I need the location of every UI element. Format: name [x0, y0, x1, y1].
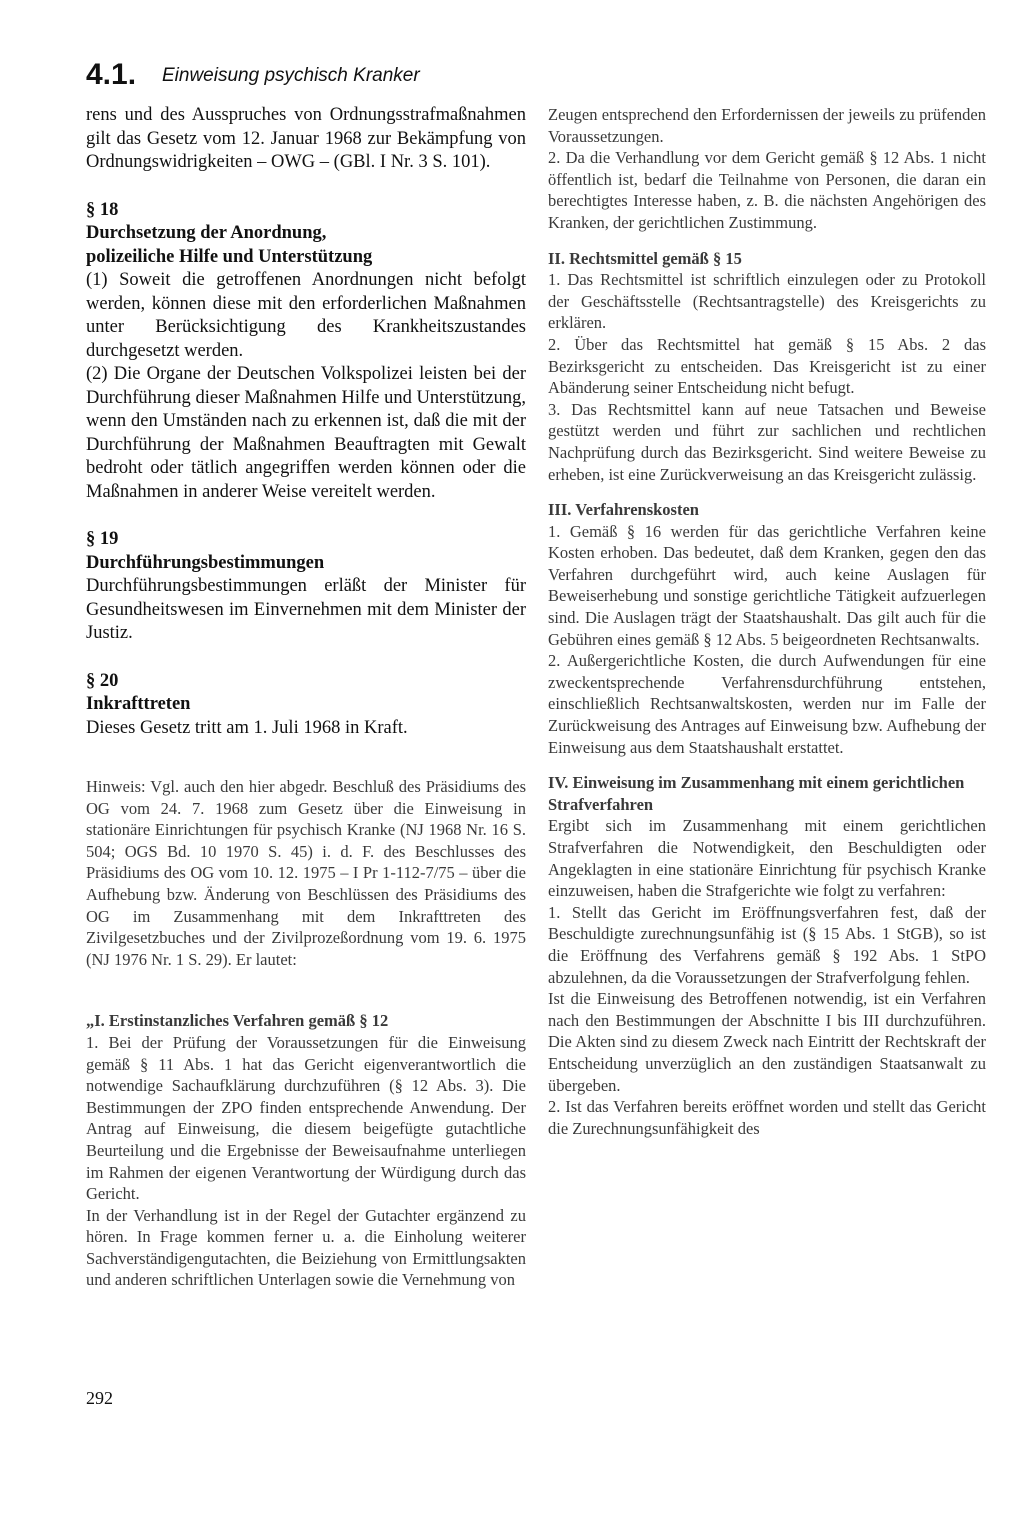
page-number: 292 — [86, 1388, 113, 1408]
section-iv — [548, 772, 986, 1139]
section-iv-paragraph-1b: Ist die Einweisung des Betroffenen notwendig, ist ein Verfahren nach den Bestimmungen der Abschnitte I bis III durchzuführen. Die Akten sind zu diesem Zweck nach Eintritt der Rechtskraft der Entscheidung unverzüglich an den zuständigen Staatsanwalt zu übergeben. — [548, 989, 986, 1095]
intro-block — [86, 104, 526, 175]
section-iv-paragraph-2: 2. Ist das Verfahren bereits eröffnet worden und stellt das Gericht die Zurechnungsunfähigkeit des — [548, 1097, 986, 1138]
section-20-number: § 20 — [86, 670, 119, 691]
section-iii-paragraph-1: 1. Gemäß § 16 werden für das gerichtliche Verfahren keine Kosten erhoben. Das bedeutet, daß dem Kranken, gegen den das Verfahren durchgeführt wird, auch keine Auslagen für Beweiserhebung und sonstige gerichtliche Tätigkeit aufzuerlegen sind. Die Auslagen trägt der Staatshaushalt. Das gilt auch für die Gebühren eines gemäß § 12 Abs. 5 beigeordneten Rechtsanwalts. — [548, 521, 986, 649]
continuation-paragraph: Zeugen entsprechend den Erfordernissen der jeweils zu prüfenden Voraussetzungen. — [548, 105, 986, 146]
section-18-title-2: polizeiliche Hilfe und Unterstützung — [86, 246, 373, 267]
chapter-title: Einweisung psychisch Kranker — [162, 65, 420, 86]
hinweis-paragraph: Hinweis: Vgl. auch den hier abgedr. Beschluß des Präsidiums des OG vom 24. 7. 1968 zum Gesetz über die Einweisung in stationäre Einrichtungen für psychisch Kranke (NJ 1968 Nr. 16 S. 504; OGS Bd. 10 1970 S. 45) i. d. F. des Beschlusses des Präsidiums des OG vom 10. 12. 1975 – I Pr 1-112-7/75 – über die Aufhebung bzw. Änderung von Beschlüssen des Präsidiums des OG im Zusammenhang mit dem Inkrafttreten des Zivilgesetzbuches und der Zivilprozeßordnung vom 19. 6. 1975 (NJ 1976 Nr. 1 S. 29). Er lautet: — [86, 777, 526, 969]
section-19-number: § 19 — [86, 529, 119, 549]
note-left — [86, 776, 526, 1291]
intro-paragraph: rens und des Ausspruches von Ordnungsstrafmaßnahmen gilt das Gesetz vom 12. Januar 1968 zur Bekämpfung von Ordnungswidrigkeiten – OWG – (GBl. I Nr. 3 S. 101). — [86, 105, 526, 172]
section-18 — [86, 199, 526, 505]
chapter-number: 4.1. — [86, 58, 137, 91]
section-ii — [548, 248, 986, 486]
section-iv-paragraph-1: 1. Stellt das Gericht im Eröffnungsverfahren fest, daß der Beschuldigte zurechnungsunfähig ist (§ 15 Abs. 1 StGB), so ist die Eröffnung des Verfahrens gemäß § 192 Abs. 1 StPO abzulehnen, da die Voraussetzungen der Strafverfolgung fehlen. — [548, 902, 986, 987]
section-19-text: Durchführungsbestimmungen erläßt der Minister für Gesundheitswesen im Einvernehmen mit dem Minister der Justiz. — [86, 576, 526, 643]
section-20-title: Inkrafttreten — [86, 694, 191, 714]
section-i-continuation — [548, 104, 986, 234]
section-ii-paragraph-2: 2. Über das Rechtsmittel hat gemäß § 15 Abs. 2 das Bezirksgericht zu entscheiden. Das Kreisgericht ist zu einer Abänderung seiner Entscheidung nicht befugt. — [548, 334, 986, 398]
section-i-paragraph-3: 2. Da die Verhandlung vor dem Gericht gemäß § 12 Abs. 1 nicht öffentlich ist, bedarf die Teilnahme von Personen, die daran ein berechtigtes Interesse haben, z. B. die nächsten Angehörigen des Kranken, der gerichtlichen Zustimmung. — [548, 148, 986, 232]
section-iii — [548, 499, 986, 758]
section-18-paragraph-1: (1) Soweit die getroffenen Anordnungen nicht befolgt werden, können diese mit den erforderlichen Maßnahmen unter Berücksichtigung des Krankheitszustandes durchgesetzt werden. — [86, 270, 526, 361]
section-18-title-1: Durchsetzung der Anordnung, — [86, 223, 327, 243]
hinweis-block — [86, 776, 526, 970]
section-i-paragraph-2: In der Verhandlung ist in der Regel der Gutachter ergänzend zu hören. In Frage kommen ferner u. a. die Einholung weiterer Sachverständigengutachten, die Beiziehung von Ermittlungsakten und anderen schriftlichen Unterlagen sowie die Vernehmung von — [86, 1205, 526, 1290]
section-iii-paragraph-2: 2. Außergerichtliche Kosten, die durch Aufwendungen für eine zweckentsprechende Verfahrensdurchführung entstehen, einschließlich Rechtsanwaltskosten, werden nur im Falle der Zurückweisung des Antrages auf Einweisung bzw. Aufhebung der Einweisung aus dem Staatshaushalt erstattet. — [548, 651, 986, 757]
section-iv-paragraph-0: Ergibt sich im Zusammenhang mit einem gerichtlichen Strafverfahren die Notwendigkeit, den Beschuldigten oder Angeklagten in eine stationäre Einrichtung für psychisch Kranke einzuweisen, haben die Strafgerichte wie folgt zu verfahren: — [548, 816, 986, 901]
right-column — [548, 104, 986, 1153]
section-i-heading: „I. Erstinstanzliches Verfahren gemäß § 12 — [86, 1011, 389, 1031]
section-iv-heading: IV. Einweisung im Zusammenhang mit einem gerichtlichen Strafverfahren — [548, 773, 965, 814]
section-20 — [86, 670, 526, 741]
section-iii-heading: III. Verfahrenskosten — [548, 500, 699, 520]
section-20-text: Dieses Gesetz tritt am 1. Juli 1968 in Kraft. — [86, 717, 408, 738]
section-19-title: Durchführungsbestimmungen — [86, 552, 325, 573]
section-i-paragraph-1: 1. Bei der Prüfung der Voraussetzungen für die Einweisung gemäß § 11 Abs. 1 hat das Gericht eigenverantwortlich die notwendige Sachaufklärung durchzuführen (§ 12 Abs. 3). Die Bestimmungen der ZPO finden entsprechende Anwendung. Der Antrag auf Einweisung, die diesem beigefügte gutachtliche Beurteilung und die Ergebnisse der Beweisaufnahme unterliegen im Rahmen der eigenen Verantwortung der Würdigung durch das Gericht. — [86, 1032, 526, 1204]
section-ii-heading: II. Rechtsmittel gemäß § 15 — [548, 248, 742, 268]
section-ii-paragraph-3: 3. Das Rechtsmittel kann auf neue Tatsachen und Beweise gestützt werden und führt zur sachlichen und rechtlichen Nachprüfung durch das Bezirksgericht. Sind weitere Beweise zu erheben, ist eine Zurückverweisung an das Kreisgericht zulässig. — [548, 399, 986, 484]
section-18-paragraph-2: (2) Die Organe der Deutschen Volkspolizei leisten bei der Durchführung dieser Maßnahmen Hilfe und Unterstützung, wenn den Umständen nach zu erkennen ist, daß die mit der Durchführung der Maßnahmen Beauftragten mit Gewalt bedroht oder tätlich angegriffen werden können oder die Maßnahmen in anderer Weise vereitelt werden. — [86, 364, 526, 502]
section-ii-paragraph-1: 1. Das Rechtsmittel ist schriftlich einzulegen oder zu Protokoll der Geschäftsstelle (Rechtsantragstelle) des Kreisgerichts zu erklären. — [548, 270, 986, 333]
section-19 — [86, 528, 526, 646]
left-column — [86, 104, 526, 1291]
section-18-number: § 18 — [86, 199, 119, 220]
